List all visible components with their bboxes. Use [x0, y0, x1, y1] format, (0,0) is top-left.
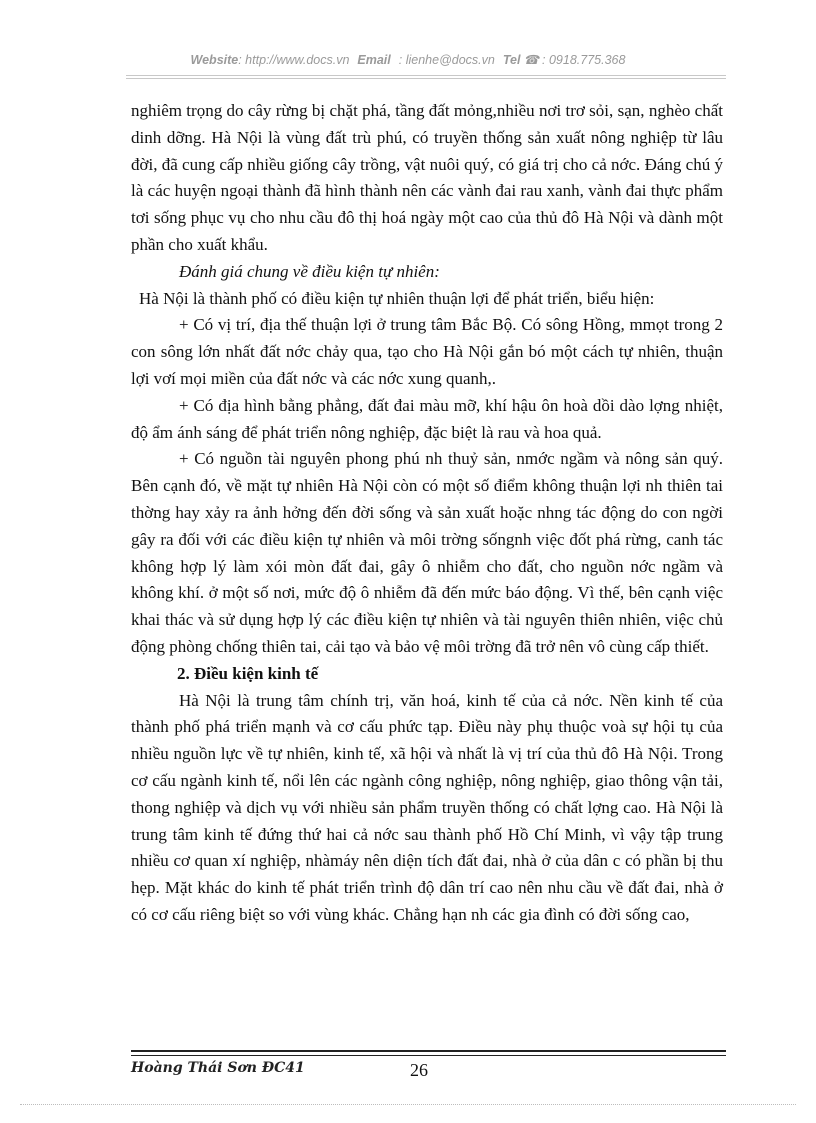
paragraph-location: + Có vị trí, địa thế thuận lợi ở trung tâm Bắc Bộ. Có sông Hồng, mmọt trong 2 con sông lớn nhất đất nớc chảy qua, tạo cho Hà Nội gắn bó một cách tự nhiên, thuận lợi vơí mọi miền của đất nớc và các nớc xung quanh,.	[131, 315, 723, 388]
header-divider	[126, 75, 726, 76]
footer-divider-secondary	[131, 1055, 726, 1056]
footer-divider	[131, 1050, 726, 1052]
email-label: Email	[357, 53, 391, 67]
section-heading: 2. Điều kiện kinh tế	[177, 663, 319, 683]
page-body	[131, 98, 723, 929]
paragraph-intro: nghiêm trọng do cây rừng bị chặt phá, tầng đất mỏng,nhiều nơi trơ sỏi, sạn, nghèo chất dinh dỡng. Hà Nội là vùng đất trù phú, có truyền thống sản xuất nông nghiệp từ lâu đời, đã cung cấp nhiều giống cây trồng, vật nuôi quý, có giá trị cho cả nớc. Đáng chú ý là các huyện ngoại thành đã hình thành nên các vành đai rau xanh, vành đai thực phẩm tơi sống phục vụ cho nhu cầu đô thị hoá ngày một cao của thủ đô Hà Nội và dành một phần cho xuất khẩu.	[131, 101, 723, 254]
phone-icon: ☎	[523, 53, 540, 67]
website-label: Website	[190, 53, 239, 67]
paragraph-terrain: + Có địa hình bằng phẳng, đất đai màu mỡ, khí hậu ôn hoà dồi dào lợng nhiệt, độ ẩm ánh sáng để phát triển nông nghiệp, đặc biệt là rau và hoa quả.	[131, 395, 723, 442]
email-value: : lienhe@docs.vn	[398, 53, 495, 67]
website-value: : http://www.docs.vn	[238, 53, 350, 67]
tel-label: Tel	[502, 53, 521, 67]
paragraph-economy: Hà Nội là trung tâm chính trị, văn hoá, kinh tế của cả nớc. Nền kinh tế của thành phố phá triển mạnh và cơ cấu phức tạp. Điều này phụ thuộc voà sự hội tụ của nhiều nguồn lực về tự nhiên, kinh tế, xã hội và nhất là vị trí của thủ đô Hà Nội. Trong cơ cấu ngành kinh tế, nổi lên các ngành công nghiệp, nông nghiệp, giao thông vận tải, thong nghiệp và dịch vụ với nhiều sản phẩm truyền thống có chất lợng cao. Hà Nội là trung tâm kinh tế đứng thứ hai cả nớc sau thành phố Hồ Chí Minh, vì vậy tập trung nhiều cơ quan xí nghiệp, nhàmáy nên diện tích đất đai, nhà ở của dân c có phần bị thu hẹp. Mặt khác do kinh tế phát triển trình độ dân trí cao nên nhu cầu về đất đai, nhà ở có cơ cấu riêng biệt so với vùng khác. Chẳng hạn nh các gia đình có đời sống cao,	[131, 690, 723, 924]
header-divider-secondary	[126, 78, 726, 79]
footer-author: Hoàng Thái Sơn ĐC41	[131, 1060, 305, 1076]
paragraph-summary: Hà Nội là thành phố có điều kiện tự nhiên thuận lợi để phát triển, biểu hiện:	[139, 288, 655, 308]
paragraph-resources: + Có nguồn tài nguyên phong phú nh thuỷ sản, nmớc ngầm và nông sản quý. Bên cạnh đó, về mặt tự nhiên Hà Nội còn có một số điểm không thuận lợi nh thiên tai thờng hay xảy ra ảnh hởng đến đời sống và sản xuất hoặc nhng tác động do con ngời gây ra đối với các điều kiện tự nhiên và môi trờng sốngnh việc đốt phá rừng, canh tác không hợp lý làm xói mòn đất đai, gây ô nhiễm cho đất, cho nguồn nớc ngầm và không khí. ở một số nơi, mức độ ô nhiễm đã đến mức báo động. Vì thế, bên cạnh việc khai thác và sử dụng hợp lý các điều kiện tự nhiên và tài nguyên thiên nhiên, việc chủ động phòng chống thiên tai, cải tạo và bảo vệ môi trờng đã trở nên vô cùng cấp thiết.	[131, 449, 723, 656]
page-header	[0, 52, 816, 67]
tel-value: : 0918.775.368	[542, 53, 626, 67]
section-subtitle: Đánh giá chung về điều kiện tự nhiên:	[179, 261, 440, 281]
page-bottom-border	[20, 1104, 796, 1105]
page-number: 26	[410, 1060, 428, 1080]
